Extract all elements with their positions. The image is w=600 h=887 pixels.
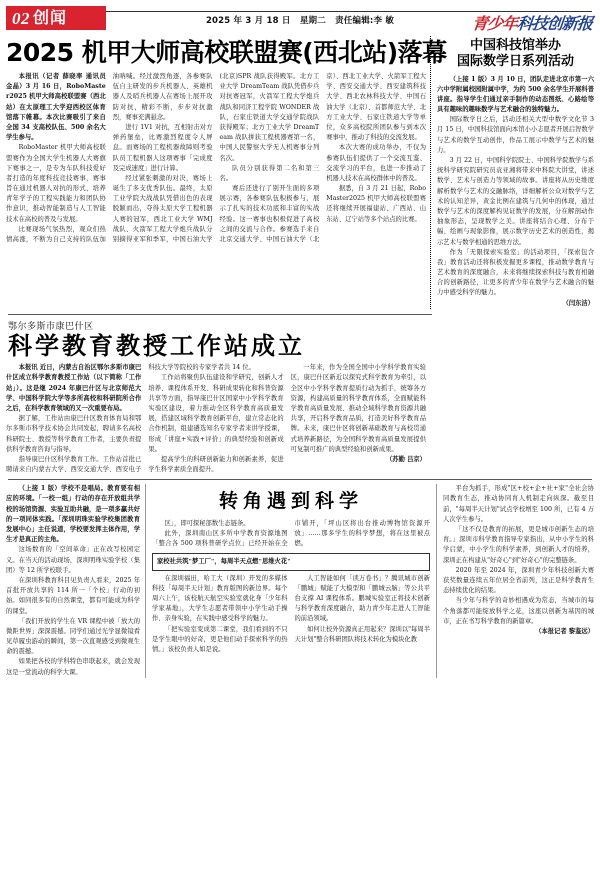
paper-logo-part-red: 青少年: [471, 14, 519, 33]
article-3-para: 人工智能如何「读万卷书」？腾讯城市创新「鹏城」赋能了大模型和「鹏城云脑」等公共平台支撑 AI 课程体系。鹏城实验室正将技术创新与科学教育深度融合，助力青少年走进人工智能的前沿领域。: [294, 574, 430, 623]
article-2-spacer: [430, 319, 594, 475]
article-1-main: [6, 36, 447, 309]
article-2: [6, 314, 594, 475]
article-2-headline: 科学教育教授工作站成立: [8, 331, 305, 360]
article-1-para: 据悉，自 3 月 21 日起，RoboMaster2025 机甲大师高校联盟赛还将继续开展福建站、广西站、山东站、辽宁站等多个站点的比赛。: [326, 185, 426, 223]
article-3-body-top: [152, 519, 430, 550]
article-1-para: 进行 1V1 对抗，互相射击对方弹药堡垒，比赛激烈程度令人屏息。而赛场的工程机器故障则考验队员工程机器人这项赛事「完成度及完成速度」进行计算。: [112, 123, 213, 172]
bottom-section-rule: [8, 479, 592, 480]
article-3-para: 如何让校外资源真正用起来？深圳以"每周半天计划"整合科研团队将技术转化为模块化教: [294, 625, 430, 643]
article-1-body: [6, 72, 426, 245]
article-2-body: [6, 363, 426, 475]
article-2-para: 指导康巴什区科学教育工作。工作站首批已聘请来自内蒙古大学、西安交通大学、西安电子科技大学等院校的专家学者共 14 位。: [6, 364, 255, 474]
article-3-headline: 转角遇到科学: [218, 490, 363, 513]
article-2-overline: 鄂尔多斯市康巴什区: [8, 321, 94, 332]
folio-badge: [6, 6, 106, 30]
bottom-left-para: 如果把各校的学科特色串联起来，就会发现这是一堂流动的科学大课。: [6, 658, 140, 676]
bottom-right-column: [436, 484, 594, 678]
article-3-para: 在深圳福田，哈工大（深圳）开发的多媒体科技「每周半天计划」教育版图的新边界。每个周六上午，该校航天航空实验室就化身「少年科学家基地」，大学生志愿者带领中小学生动手操作、亲身实验，在实践中感受科学的魅力。: [152, 574, 288, 623]
dateline-weekday: 星期二: [299, 16, 326, 26]
article-1-lead: 本报讯（记者 薛晓率 通讯员 金晶）3 月 16 日，RoboMaster2025 机甲大师高校联盟赛（西北站）在太原理工大学迎西校区体育馆落下帷幕。本次比赛吸引了来自全国 34 支高校队伍、500 余名大学生参与。: [6, 73, 106, 142]
article-1-para: 队员分别获得第二名和第三名。: [219, 164, 320, 182]
sidebar-headline-line-1: 中国科技馆举办: [469, 38, 561, 53]
article-1: [6, 36, 594, 309]
sidebar-byline: （闫东洁）: [562, 299, 594, 307]
article-2-lead: 本报讯 近日，内蒙古自治区鄂尔多斯市康巴什区成立科学教育教授工作站（以下简称「工作站」）。这是继 2024 年康巴什区与北京师范大学、中国科学院大学等多所高校和科研院所合作之后，在科学教育领域的又一次重要布局。: [6, 364, 142, 412]
article-1-para: 比赛现场气氛热烈，观众们热情高涨，不断为自己支持的队伍加油呐喊。经过激烈角逐，各参赛队伍自主研发的步兵机器人、英雄机器人及哨兵机器人在赛场上展开攻防对抗，精彩不断，步步对抗激烈，赛事充满悬念。: [6, 73, 213, 243]
sidebar-para: 3 月 22 日，中国科学院院士、中国科学院数学与系统科学研究院研究员袁亚湘将带来中科院大讲堂，讲述数学、艺术与创造力等领域的故事。讲座将从历史维度解析数学与艺术的交融脉络，详细解析公众对数学与艺术的认知差异，黄金比例在建筑与几何中的体现，通过数学与艺术的深度解构见证数学的发展，分在解剖动作抽象形态，呈现数学之美。讲座将结合心理、分布于幅、绘画与现象影像，展示数学历史艺术的创造性，揭示艺术与数学相通的思维方法。: [437, 157, 594, 246]
article-1-headline: 2025 机甲大师高校联盟赛(西北站)落幕: [6, 38, 447, 67]
bottom-section: [6, 484, 594, 678]
sidebar-para: 国际数学日之后，活动还相关大型中数学文化节 3 月 15 日，中国科技馆面向本馆小小志愿者开展启智数学与艺术的数学互动创作，作品工展示中数学与艺术的魅力。: [437, 116, 594, 154]
dateline-date: 2025 年 3 月 18 日: [205, 16, 291, 26]
bottom-right-para: 当少年与科学的奇妙相遇成为常态，当城市的每个角落都可能绽放科学之花，这座以创新为基因的城市，正在书写科学教育的新篇章。: [443, 597, 594, 625]
bottom-left-para: 这场数育的「空间革命」正在改写校园定义。在当天的活动现场，深圳明珠实验学校（集团）等 12 所学校联手。: [6, 546, 140, 574]
article-2-para: 据了解，工作站由康巴什区教育体育局和鄂尔多斯市科学技术协会共同发起，聘请多名高校科研院士、教授等科学教育工作者，主要负责提供科学教育咨询与指导。: [6, 415, 142, 453]
article-3-para: 「把实验室变成第二课堂，我们看到的不只是学生眼中的好奇，更是他们动手探索科学的热情。」该校负责人如是说。: [152, 625, 288, 653]
article-2-byline: （苏勤 吕京）: [386, 455, 426, 463]
article-3-body-bottom: [152, 574, 430, 656]
article-1-para: 赛后还进行了别开生面的多项展示赛，各参赛队伍积极参与，展示了扎实的技术功底和丰富的实战经验。这一赛事也积极促进了高校之间的交流与合作。参赛选手来自北京交通大学、中国石油大学（北京）、西北工业大学、火箭军工程大学、西安交通大学、西安建筑科技大学、西北农林科技大学、中国石油大学（北京）、首都师范大学、北方工业大学、石家庄铁道大学等单位，众多高校院所团队参与到本次赛事中，推动了科技的交流发展。: [219, 73, 426, 243]
folio-page-number: 02: [12, 8, 30, 28]
article-2-top-rule: [8, 314, 432, 315]
bottom-right-byline: （本报记者 黎鉴远）: [535, 627, 594, 635]
bottom-right-para: 平台为抓手，形成"区+校+企+社+家"全社会协同教育生态，推动协同育人机制走向纵深。截至目前，"每周半天计划"试点学校增至 100 所，已有 4 万人次学生参与。: [443, 485, 594, 523]
sidebar-headline-line-2: 国际数学日系列活动: [456, 54, 574, 70]
paper-logo-part-blue: 科技创新报: [516, 14, 594, 33]
folio-section-name: 创闻: [33, 8, 68, 27]
bottom-right-para: 「这不仅是教育的拓展，更是城市创新生态的培育。」深圳市科学教育指导专家指出，从中小学生的科学启蒙，中小学生的科学素养，到创新人才的培养，深圳正在构建从"好奇心"到"好奇心"的完整链条。: [443, 526, 594, 564]
bottom-right-para: 2020 年至 2024 年，深圳青少年科技创新大赛获奖数量连续五年位居全省前列，这正是科学教育生态持续优化的结果。: [443, 566, 594, 595]
bottom-left-para: （上接 1 版）学校不是唱局。教育要有相应的环境。「一校一组」行动的存在开放组共学校的场馆资源、实验互助共融，是一项多赢共好的一项同体实践。「深圳明珠实验学校集团教育发展中心」主任说道，学校要发挥主体作用，学生才是真正的主角。: [6, 485, 140, 544]
article-2-para: 一年来，作为全国全国中小学科学教育实验区，康巴什区新近以探究式科学教育为牵引，以全区中小学科学教育提质行动为抓手，统筹各方资源，构建高质量的科学教育体系，全面赋能科学教育高质量发展、推动全域科学教育资源共融共享，开启科学教育品质，打造美好科学教育品牌。未来，康巴什区将创新基础教育与高校贯通式培养新路径，为全国科学教育高质量发展提供可复制可推广的典型经验和创新成果。: [290, 364, 426, 453]
bottom-left-para: 「我们开放的学生在 VR 课程中被「放大的微距世界」深深震撼。同学们通过光学显微镜看见草履虫游动的瞬间，第一次直观感受到微观生命的震撼。: [6, 617, 140, 656]
bottom-mid-column: [146, 484, 436, 678]
article-2-header: [6, 319, 426, 359]
masthead: [6, 0, 594, 34]
article-2-para: 工作站将聚焦队伍建设和学研究，创新人才培养、课程体系开发、科研成果转化和科普资源共享等方面，指导康巴什区国家中小学科学教育实验区建设，着力推动全区科学教育高质量发展，搭建区域科学教育创新平台，建立常态化的合作机制，组建遴选知名专家学者来讲学授课，形成「讲座+实践+评价」的典型经验和创新成果。: [148, 374, 284, 453]
article-3-para: 区」，即可探秘部数生态链条。: [164, 520, 250, 528]
bottom-left-column: [6, 484, 146, 678]
dateline-editor: 责任编辑:李 敏: [335, 16, 395, 26]
sidebar-para: （上接 1 版）3 月 10 日，团队走进北京市第一六六中学附属校园附属中学，为约 500 余名学生开展科普讲座。指导学生们通过亲手制作的动态图纸、心路绘等具有趣味的趣味数学与艺术融合的独特魅力。: [437, 75, 594, 114]
bottom-left-para: 在深圳科教育科目见负责人看来，2025 年首批开放共享的 114 所一「个校」行动的初始。如同很多有的自然课堂，都有可能成为科学的课堂。: [6, 576, 140, 615]
article-3-subhead-box: 家校社共筑"梦工厂"，每周半天点燃"思维火花": [152, 553, 430, 571]
paper-logo: [471, 16, 593, 32]
article-1-para: 经过紧张刺激的对决，赛场上诞生了多支优秀队伍。最终，太原工业学院大战战队凭借出色的表现脱颖而出，夺得太原大学工程机器人赛的冠军，西北工业大学 WMJ 战队、火箭军工程大学炮兵战队分别摘得亚军和季军，中国石油大学(北京)SPR 战队获得殿军。北方工业大学 DreamTeam 战队凭借步兵对抗赛冠军，火箭军工程大学炮兵战队和同济工程学院 WONDER 战队，石家庄铁道大学交通学院战队获得殿军；北方工业大学 DreamTeam 战队拼获工程机器赛第一名，中国人民警察大学无人机赛事分列名次。: [112, 73, 320, 243]
sidebar-para: 作为「无限探索实验室」的活动项目，「探索包含我」教育活动还将积极发掘更多课程，推动数学教育与艺术教育的深度融合，未来将继续探索科技与教育相融合的创新路径，让更多的青少年在数学与艺术融合的魅力中感受科学的魅力。: [437, 248, 594, 297]
article-2-para: 提高学生的科研创新能力和创新素养，促进学生科学素质全面提升。: [148, 455, 284, 474]
sidebar-article-headline: [437, 38, 594, 71]
article-1-para: 本次大赛的成功举办，不仅为参赛队伍们提供了一个交流互鉴、交流学习的平台，也进一步推动了机器人技术在高校群体中的普及。: [326, 144, 426, 182]
article-3-para: 此外，深圳南山区多所中学教育资源地图「整合各 500 项科普研学点位」已经开始在全市铺开，「坪山区将出台推动博物馆资源开放」……那多学生的科学梦想，将在这里被点燃。: [152, 520, 430, 548]
article-1-sidebar: [430, 36, 594, 309]
sidebar-article-body: [437, 75, 594, 309]
article-1-para: RoboMaster 机甲大师高校联盟赛作为全国大学生机器人大赛旗下赛事之一，是专为车队科技爱好者打造的年度科技竞技赛事，赛事旨在通过机器人对抗的形式，培养青年学子的工程实践能力和团队协作意识，推动智能制造与人工智能技术在高校的普及与发展。: [6, 144, 106, 223]
